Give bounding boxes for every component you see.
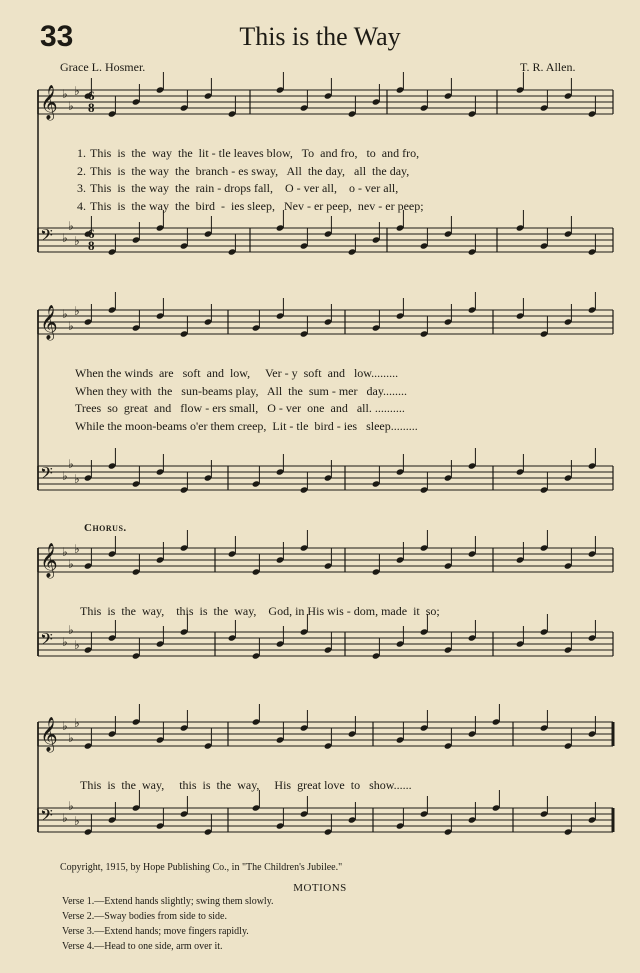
copyright-notice: Copyright, 1915, by Hope Publishing Co., in "The Children's Jubilee." bbox=[60, 862, 343, 873]
flat-icon: ♭ bbox=[62, 719, 68, 733]
flat-icon: ♭ bbox=[74, 638, 80, 652]
flat-icon: ♭ bbox=[68, 623, 74, 637]
verse2-line-3: Trees so great and flow - ers small, O - ver one and all. .......... bbox=[75, 401, 405, 415]
flat-icon: ♭ bbox=[62, 635, 68, 649]
time-signature: 8 bbox=[88, 238, 95, 253]
music-credit: T. R. Allen. bbox=[520, 60, 576, 74]
treble-clef-icon: 𝄞 bbox=[40, 543, 58, 578]
verse-line-2: 2. This is the way the branch - es sway, All the day, all the day, bbox=[77, 164, 410, 178]
verse-line-1: 1. This is the way the lit - tle leaves blow, To and fro, to and fro, bbox=[77, 146, 420, 160]
bass-clef-icon: 𝄢 bbox=[40, 629, 53, 653]
verse2-line-2: When they with the sun-beams play, All the sum - mer day........ bbox=[75, 384, 408, 398]
flat-icon: ♭ bbox=[62, 811, 68, 825]
flat-icon: ♭ bbox=[68, 799, 74, 813]
flat-icon: ♭ bbox=[68, 219, 74, 233]
flat-icon: ♭ bbox=[68, 457, 74, 471]
flat-icon: ♭ bbox=[68, 557, 74, 571]
bass-clef-icon: 𝄢 bbox=[40, 805, 53, 829]
chorus-line-1: This is the way, this is the way, God, in His wis - dom, made it so; bbox=[80, 604, 440, 618]
motion-verse-3: Verse 3.—Extend hands; move fingers rapidly. bbox=[62, 926, 249, 937]
bass-clef-icon: 𝄢 bbox=[40, 463, 53, 487]
motion-verse-2: Verse 2.—Sway bodies from side to side. bbox=[62, 911, 227, 922]
verse-line-4: 4. This is the way the bird - ies sleep, Nev - er peep, nev - er peep; bbox=[77, 199, 424, 213]
flat-icon: ♭ bbox=[74, 234, 80, 248]
motion-verse-1: Verse 1.—Extend hands slightly; swing them slowly. bbox=[62, 896, 274, 907]
chorus-line-2: This is the way, this is the way, His great love to show...... bbox=[80, 778, 412, 792]
hymn-title: This is the Way bbox=[239, 22, 401, 51]
flat-icon: ♭ bbox=[62, 469, 68, 483]
flat-icon: ♭ bbox=[62, 87, 68, 101]
flat-icon: ♭ bbox=[68, 731, 74, 745]
flat-icon: ♭ bbox=[62, 545, 68, 559]
flat-icon: ♭ bbox=[62, 307, 68, 321]
flat-icon: ♭ bbox=[74, 814, 80, 828]
verse2-line-4: While the moon-beams o'er them creep, Lit - tle bird - ies sleep......... bbox=[75, 419, 418, 433]
verse-line-3: 3. This is the way the rain - drops fall, O - ver all, o - ver all, bbox=[77, 181, 399, 195]
motions-heading: MOTIONS bbox=[293, 882, 347, 894]
words-credit: Grace L. Hosmer. bbox=[60, 60, 146, 74]
hymn-number: 33 bbox=[40, 20, 74, 53]
time-signature: 8 bbox=[88, 100, 95, 115]
flat-icon: ♭ bbox=[68, 99, 74, 113]
treble-clef-icon: 𝄞 bbox=[40, 85, 58, 120]
treble-clef-icon: 𝄞 bbox=[40, 717, 58, 752]
flat-icon: ♭ bbox=[68, 319, 74, 333]
time-signature: 6 bbox=[88, 88, 95, 103]
verse2-line-1: When the winds are soft and low, Ver - y soft and low......... bbox=[75, 366, 399, 380]
treble-clef-icon: 𝄞 bbox=[40, 305, 58, 340]
flat-icon: ♭ bbox=[74, 716, 80, 730]
time-signature: 6 bbox=[88, 226, 95, 241]
flat-icon: ♭ bbox=[62, 231, 68, 245]
flat-icon: ♭ bbox=[74, 304, 80, 318]
motion-verse-4: Verse 4.—Head to one side, arm over it. bbox=[62, 941, 223, 952]
chorus-label: Chorus. bbox=[84, 522, 127, 534]
flat-icon: ♭ bbox=[74, 542, 80, 556]
flat-icon: ♭ bbox=[74, 472, 80, 486]
bass-clef-icon: 𝄢 bbox=[40, 225, 53, 249]
flat-icon: ♭ bbox=[74, 84, 80, 98]
